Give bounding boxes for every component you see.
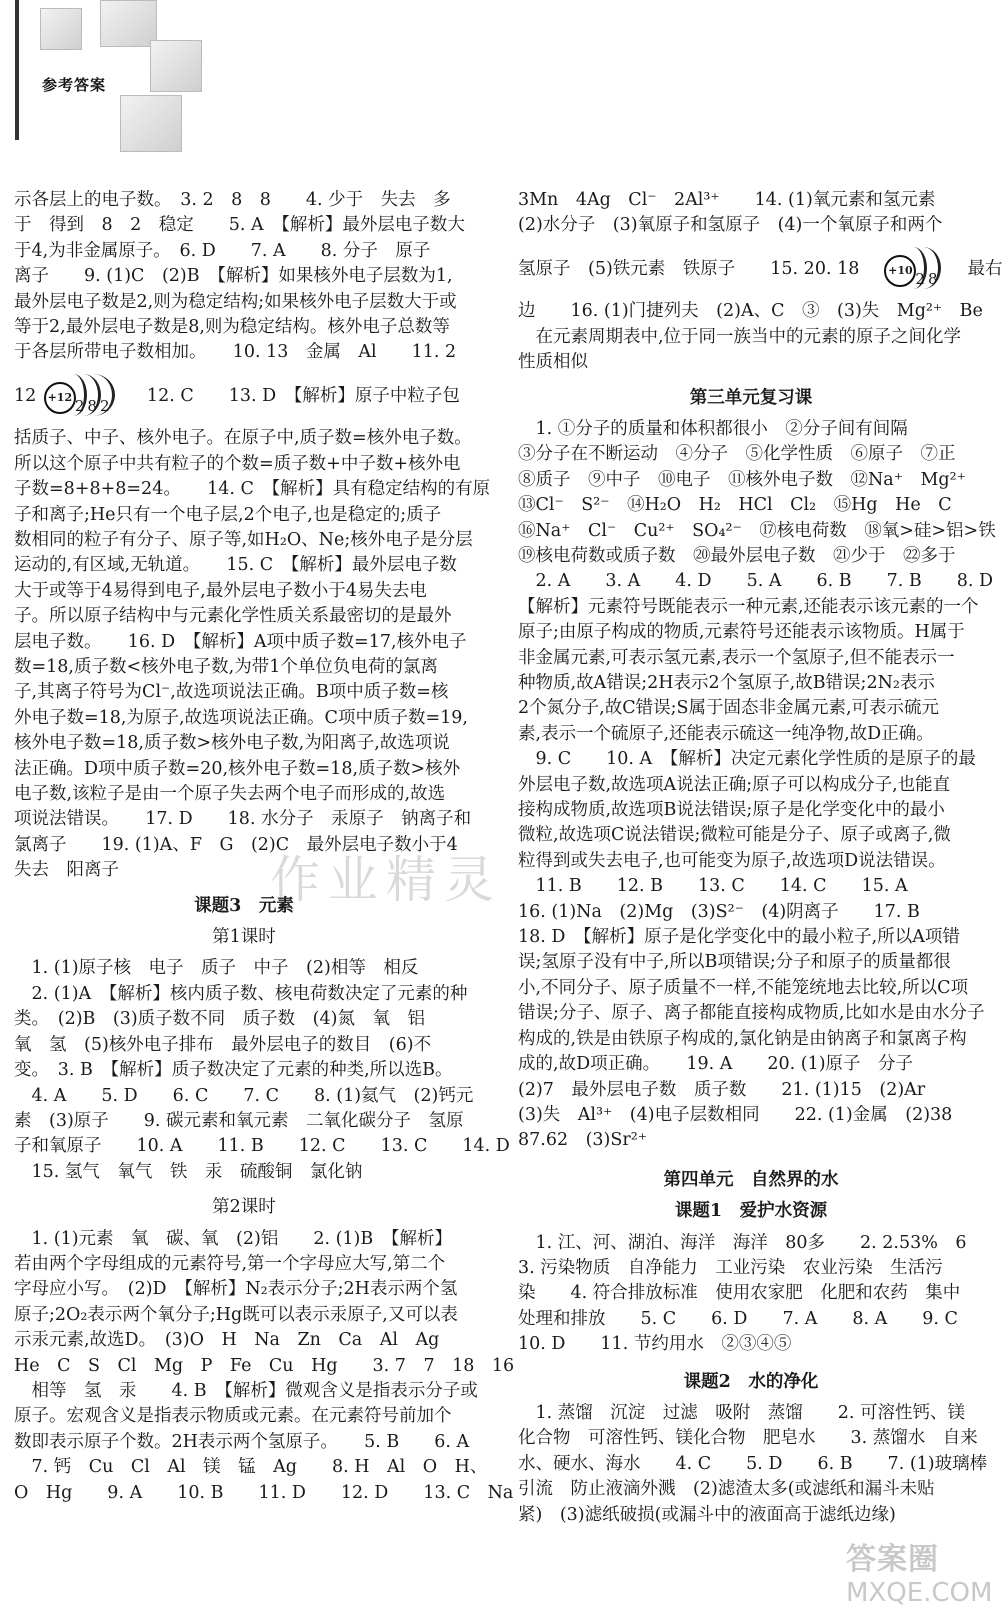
answer-line: 化合物 可溶性钙、镁化合物 肥皂水 3. 蒸馏水 自来 — [518, 1428, 978, 1449]
answer-line: 1. (1)原子核 电子 质子 中子 (2)相等 相反 — [14, 958, 419, 979]
decor-cube — [150, 40, 202, 92]
answer-line: 失去 阳离子 — [14, 860, 119, 881]
answer-line: 紧) (3)滤纸破损(或漏斗中的液面高于滤纸边缘) — [518, 1504, 896, 1525]
answer-line: 变。 3. B 【解析】质子数决定了元素的种类,所以选B。 — [14, 1060, 453, 1081]
answer-line: 10. D 11. 节约用水 ②③④⑤ — [518, 1334, 792, 1355]
section-subheading: 课题1 爱护水资源 — [674, 1201, 828, 1222]
answer-line: 原子。宏观含义是指表示物质或元素。在元素符号前加个 — [14, 1406, 452, 1427]
answer-line: 子和离子;He只有一个电子层,2个电子,也是稳定的;质子 — [14, 504, 442, 525]
answer-line: 示汞元素,故选D。 (3)O H Na Zn Ca Al Ag — [14, 1330, 440, 1351]
shell-numbers: 282 — [74, 397, 113, 416]
answer-line: 所以这个原子中共有粒子的个数=质子数+中子数+核外电 — [14, 453, 461, 474]
answer-line: 在元素周期表中,位于同一族当中的元素的原子之间化学 — [518, 326, 962, 347]
answer-line: 若由两个字母组成的元素符号,第一个字母应大写,第二个 — [14, 1253, 446, 1274]
shell-numbers: 28 — [915, 270, 941, 289]
answer-line: 等于2,最外层电子数是8,则为稳定结构。核外电子总数等 — [14, 317, 450, 338]
answer-line: 边 16. (1)门捷列夫 (2)A、C ③ (3)失 Mg²⁺ Be — [518, 301, 983, 322]
mg-atom-diagram — [42, 374, 124, 418]
answer-line: 子。所以原子结构中与元素化学性质关系最密切的是最外 — [14, 606, 452, 627]
answer-line: 原子;由原子构成的物质,元素符号还能表示该物质。H属于 — [518, 622, 965, 643]
answer-line: 子数=8+8+8=24。 14. C 【解析】具有稳定结构的有原 — [14, 479, 491, 500]
answer-line: 数相同的粒子有分子、原子等,如H₂O、Ne;核外电子是分层 — [14, 529, 473, 550]
answer-line: 接构成物质,故选项B说法错误;原子是化学变化中的最小 — [518, 800, 945, 821]
answer-line: 1. 江、河、湖泊、海洋 海洋 80多 2. 2.53% 6 — [518, 1232, 967, 1253]
header-bar — [15, 0, 19, 140]
answer-line: 氯离子 19. (1)A、F G (2)C 最外层电子数小于4 — [14, 834, 458, 855]
answer-line: 2. A 3. A 4. D 5. A 6. B 7. B 8. D — [518, 571, 994, 592]
answer-line: 性质相似 — [518, 352, 588, 373]
atom-diagram-line — [518, 247, 1003, 292]
answer-line: (2)水分子 (3)氧原子和氢原子 (4)一个氧原子和两个 — [518, 215, 943, 236]
answer-line: 3. 污染物质 自净能力 工业污染 农业污染 生活污 — [518, 1257, 943, 1278]
answer-line: 粒得到或失去电子,也可能变为原子,故选项D说法错误。 — [518, 850, 946, 871]
section-heading: 课题3 元素 — [194, 895, 294, 916]
answer-line: 微粒,故选项C说法错误;微粒可能是分子、原子或离子,微 — [518, 825, 951, 846]
answer-line: 9. C 10. A 【解析】决定元素化学性质的是原子的最 — [518, 749, 976, 770]
answer-line: 2个氮分子,故C错误;S属于固态非金属元素,可表示硫元 — [518, 698, 940, 719]
answer-line: ⑧质子 ⑨中子 ⑩电子 ⑪核外电子数 ⑫Na⁺ Mg²⁺ — [518, 469, 966, 490]
answer-line: 水、硬水、海水 4. C 5. D 6. B 7. (1)玻璃棒 — [518, 1453, 988, 1474]
answer-line: 87.62 (3)Sr²⁺ — [518, 1130, 647, 1151]
answer-line: 非金属元素,可表示氢元素,表示一个氢原子,但不能表示一 — [518, 647, 955, 668]
answer-line: ⑲核电荷数或质子数 ⑳最外层电子数 ㉑少于 ㉒多于 — [518, 545, 956, 566]
answer-line: 染 4. 符合排放标准 使用农家肥 化肥和农药 集中 — [518, 1283, 961, 1304]
answer-line: 氧 氢 (5)核外电子排布 最外层电子的数目 (6)不 — [14, 1034, 432, 1055]
answer-line: (3)失 Al³⁺ (4)电子层数相同 22. (1)金属 (2)38 — [518, 1104, 953, 1125]
answer-line: 处理和排放 5. C 6. D 7. A 8. A 9. C — [518, 1308, 958, 1329]
answer-line: 项说法错误。 17. D 18. 水分子 汞原子 钠离子和 — [14, 809, 472, 830]
decor-cube — [40, 8, 82, 50]
answer-line: 引流 防止液滴外溅 (2)滤渣太多(或滤纸和漏斗未贴 — [518, 1479, 935, 1500]
answer-line: 数=18,质子数<核外电子数,为带1个单位负电荷的氯离 — [14, 657, 438, 677]
answer-line: 2. (1)A 【解析】核内质子数、核电荷数决定了元素的种 — [14, 983, 468, 1004]
nucleus: +10 — [884, 255, 916, 287]
answer-line: 外层电子数,故选项A说法正确;原子可以构成分子,也能直 — [518, 774, 951, 795]
answer-line: 11. B 12. B 13. C 14. C 15. A — [518, 876, 908, 897]
atom-after: 最右 — [950, 258, 1003, 279]
answer-line: 种物质,故A错误;2H表示2个氢原子,故B错误;2N₂表示 — [518, 673, 935, 693]
logo-text: 答案圈 — [846, 1542, 939, 1577]
answer-line: 7. 钙 Cu Cl Al 镁 锰 Ag 8. H Al O H、 — [14, 1457, 488, 1478]
answer-line: (2)7 最外层电子数 质子数 21. (1)15 (2)Ar — [518, 1079, 926, 1100]
answer-line: 1. ①分子的质量和体积都很小 ②分子间有间隔 — [518, 418, 908, 439]
answer-line: 层电子数。 16. D 【解析】A项中质子数=17,核外电子 — [14, 631, 467, 652]
answer-line: 相等 氢 汞 4. B 【解析】微观含义是指表示分子或 — [14, 1380, 478, 1401]
answer-line: O Hg 9. A 10. B 11. D 12. D 13. C Na — [14, 1482, 514, 1503]
answer-line: 于各层所带电子数相加。 10. 13 金属 Al 11. 2 — [14, 342, 457, 363]
answer-line: 3Mn 4Ag Cl⁻ 2Al³⁺ 14. (1)氧元素和氢元素 — [518, 190, 936, 210]
answer-line: He C S Cl Mg P Fe Cu Hg 3. 7 7 18 16 — [14, 1355, 515, 1376]
answer-line: 素 (3)原子 9. 碳元素和氧元素 二氧化碳分子 氢原 — [14, 1110, 464, 1131]
answer-line: 小,不同分子、原子质量不一样,不能笼统地去比较,所以C项 — [518, 977, 969, 998]
atom-diagram-line — [14, 374, 474, 419]
answer-line: 大于或等于4易得到电子,最外层电子数小于4易失去电 — [14, 580, 427, 601]
answer-line: ⑯Na⁺ Cl⁻ Cu²⁺ SO₄²⁻ ⑰核电荷数 ⑱氧>硅>铝>铁 — [518, 520, 996, 541]
answer-line: 外电子数=18,为原子,故选项说法正确。C项中质子数=19, — [14, 707, 468, 728]
answer-line: 法正确。D项中质子数=20,核外电子数=18,质子数>核外 — [14, 758, 461, 779]
section-heading: 课题2 水的净化 — [683, 1371, 819, 1392]
answer-line: 示各层上的电子数。 3. 2 8 8 4. 少于 失去 多 — [14, 190, 451, 210]
answer-line: 【解析】元素符号既能表示一种元素,还能表示该元素的一个 — [518, 596, 979, 617]
answer-line: 错误;分子、原子、离子都能直接构成物质,比如水是由水分子 — [518, 1003, 985, 1024]
answer-line: 子,其离子符号为Cl⁻,故选项说法正确。B项中质子数=核 — [14, 682, 449, 703]
logo-url: MXQE.COM — [846, 1578, 993, 1608]
ne-atom-diagram — [882, 247, 944, 291]
header-title: 参考答案 — [42, 76, 107, 94]
answer-line: 误;氢原子没有中子,所以B项错误;分子和原子的质量都很 — [518, 952, 951, 973]
atom-after: 12. C 13. D 【解析】原子中粒子包 — [129, 385, 460, 406]
answer-line: 4. A 5. D 6. C 7. C 8. (1)氦气 (2)钙元 — [14, 1085, 474, 1106]
answer-line: 括质子、中子、核外电子。在原子中,质子数=核外电子数。 — [14, 428, 472, 449]
answer-line: 1. 蒸馏 沉淀 过滤 吸附 蒸馏 2. 可溶性钙、镁 — [518, 1402, 966, 1423]
answer-line: 于 得到 8 2 稳定 5. A 【解析】最外层电子数大 — [14, 215, 465, 236]
section-subheading: 第2课时 — [212, 1197, 276, 1218]
answer-line: 类。 (2)B (3)质子数不同 质子数 (4)氮 氧 铝 — [14, 1009, 425, 1030]
answer-line: 1. (1)元素 氧 碳、氧 (2)铝 2. (1)B 【解析】 — [14, 1228, 452, 1249]
answer-line: 原子;2O₂表示两个氧分子;Hg既可以表示汞原子,又可以表 — [14, 1304, 458, 1325]
answer-line: 15. 氢气 氧气 铁 汞 硫酸铜 氯化钠 — [14, 1161, 363, 1182]
answer-line: 成的,故D项正确。 19. A 20. (1)原子 分子 — [518, 1054, 914, 1075]
answer-line: ⑬Cl⁻ S²⁻ ⑭H₂O H₂ HCl Cl₂ ⑮Hg He C — [518, 495, 952, 516]
answer-line: 素,表示一个硫原子,还能表示硫这一纯净物,故D正确。 — [518, 723, 934, 744]
answer-line: 子和氧原子 10. A 11. B 12. C 13. C 14. D — [14, 1136, 510, 1157]
page-header — [0, 0, 240, 170]
section-heading: 第四单元 自然界的水 — [663, 1169, 839, 1190]
atom-before: 12 — [14, 385, 37, 406]
answer-line: ③分子在不断运动 ④分子 ⑤化学性质 ⑥原子 ⑦正 — [518, 444, 956, 465]
nucleus: +12 — [44, 382, 76, 414]
section-subheading: 第1课时 — [212, 927, 276, 948]
answer-line: 电子数,该粒子是由一个原子失去两个电子而形成的,故选 — [14, 784, 446, 805]
atom-before: 氢原子 (5)铁元素 铁原子 15. 20. 18 — [518, 258, 877, 279]
answer-line: 字母应小写。 (2)D 【解析】N₂表示分子;2H表示两个氢 — [14, 1279, 458, 1300]
answer-line: 18. D 【解析】原子是化学变化中的最小粒子,所以A项错 — [518, 927, 960, 948]
answer-line: 核外电子数=18,质子数>核外电子数,为阳离子,故选项说 — [14, 733, 450, 754]
answer-line: 最外层电子数是2,则为稳定结构;如果核外电子层数大于或 — [14, 291, 457, 312]
decor-cube — [120, 95, 182, 152]
answer-line: 16. (1)Na (2)Mg (3)S²⁻ (4)阴离子 17. B — [518, 901, 920, 922]
answer-line: 构成的,铁是由铁原子构成的,氯化钠是由钠离子和氯离子构 — [518, 1028, 967, 1049]
right-column — [518, 188, 1003, 1528]
watermark: 作业精灵 — [270, 851, 502, 909]
answer-line: 于4,为非金属原子。 6. D 7. A 8. 分子 原子 — [14, 240, 431, 261]
section-heading: 第三单元复习课 — [689, 387, 813, 408]
decor-cube — [100, 0, 157, 47]
answer-line: 离子 9. (1)C (2)B 【解析】如果核外电子层数为1, — [14, 266, 453, 287]
site-logo — [846, 1534, 993, 1608]
answer-line: 运动的,有区域,无轨道。 15. C 【解析】最外层电子数 — [14, 555, 457, 576]
answer-line: 数即表示原子个数。2H表示两个氢原子。 5. B 6. A — [14, 1431, 470, 1452]
